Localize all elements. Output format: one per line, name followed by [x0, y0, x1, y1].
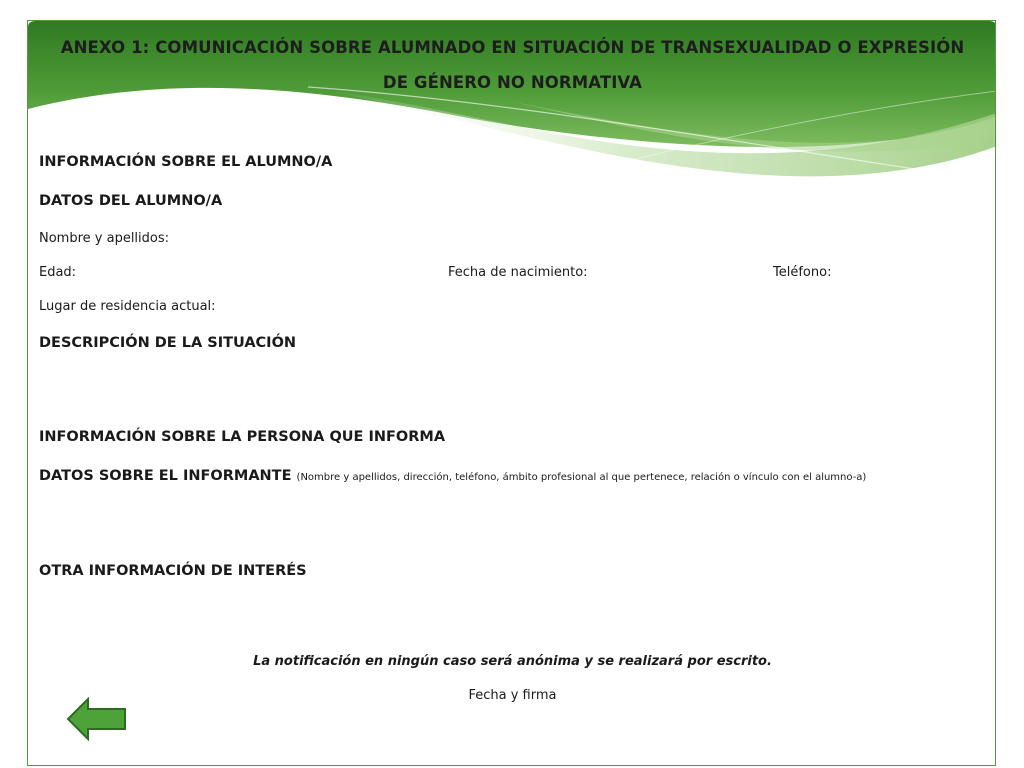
- field-age-label: Edad:: [39, 265, 77, 280]
- left-arrow-icon[interactable]: [66, 697, 128, 741]
- section-other-info: OTRA INFORMACIÓN DE INTERÉS: [39, 563, 307, 579]
- informant-data-note: (Nombre y apellidos, dirección, teléfono, ámbito profesional al que pertenece, relación o vínculo con el alumno-a): [296, 472, 867, 483]
- section-student-data: DATOS DEL ALUMNO/A: [39, 193, 223, 209]
- field-residence-label: Lugar de residencia actual:: [39, 299, 216, 314]
- document-title: ANEXO 1: COMUNICACIÓN SOBRE ALUMNADO EN SITUACIÓN DE TRANSEXUALIDAD O EXPRESIÓN DE GÉNERO NO NORMATIVA: [60, 38, 965, 92]
- section-informant-data: [39, 468, 866, 484]
- section-description: DESCRIPCIÓN DE LA SITUACIÓN: [39, 335, 297, 351]
- field-name-label: Nombre y apellidos:: [39, 231, 170, 246]
- section-student-info: INFORMACIÓN SOBRE EL ALUMNO/A: [39, 154, 333, 170]
- notice-text: La notificación en ningún caso será anónima y se realizará por escrito.: [253, 654, 772, 669]
- field-birthdate-label: Fecha de nacimiento:: [448, 265, 588, 280]
- field-phone-label: Teléfono:: [773, 265, 832, 280]
- informant-data-heading: DATOS SOBRE EL INFORMANTE: [39, 468, 292, 484]
- section-informant-info: INFORMACIÓN SOBRE LA PERSONA QUE INFORMA: [39, 429, 446, 445]
- signature-label: Fecha y firma: [468, 688, 557, 703]
- slide-page: [27, 20, 996, 766]
